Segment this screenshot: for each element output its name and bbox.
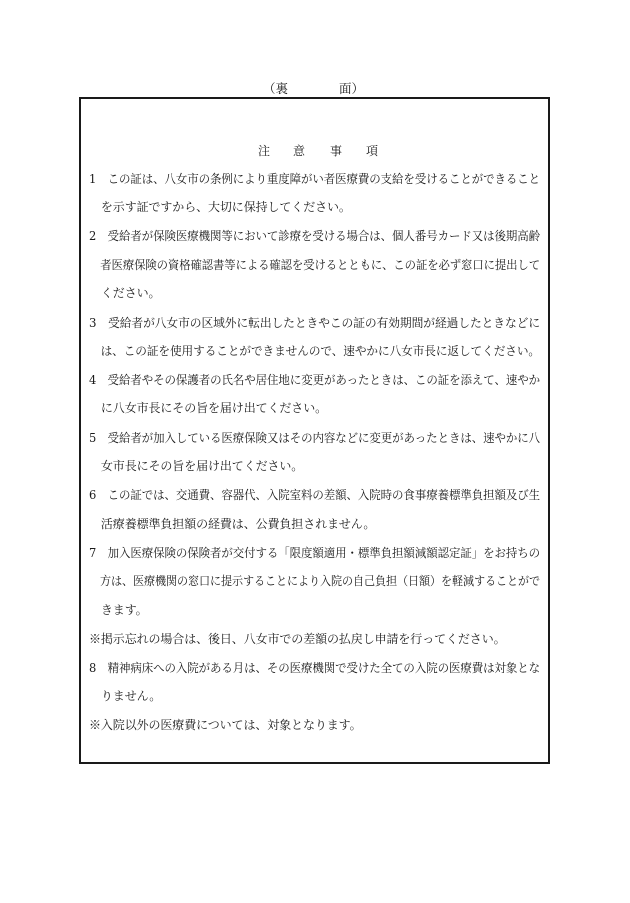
notice-line: 4 受給者やその保護者の氏名や居住地に変更があったときは、この証を添えて、速やか bbox=[89, 373, 541, 387]
header-close: 面） bbox=[339, 81, 365, 96]
title-char: 事 bbox=[330, 144, 343, 158]
notice-line: を示す証ですから、大切に保持してください。 bbox=[89, 200, 351, 214]
notice-line: 3 受給者が八女市の区域外に転出したときやこの証の有効期間が経過したときなどに bbox=[89, 316, 541, 330]
notice-line: 女市長にその旨を届け出てください。 bbox=[89, 459, 304, 473]
notice-line: 5 受給者が加入している医療保険又はその内容などに変更があったときは、速やかに八 bbox=[89, 431, 541, 445]
title-char: 意 bbox=[293, 144, 306, 158]
notice-frame bbox=[79, 97, 550, 764]
title-char: 項 bbox=[366, 144, 379, 158]
notice-line: ※入院以外の医療費については、対象となります。 bbox=[89, 718, 362, 732]
notice-line: きます。 bbox=[89, 603, 148, 617]
notice-line: ※掲示忘れの場合は、後日、八女市での差額の払戻し申請を行ってください。 bbox=[89, 632, 506, 646]
notice-line: 活療養標準負担額の経費は、公費負担されません。 bbox=[89, 517, 376, 531]
notice-line: 8 精神病床への入院がある月は、その医療機関で受けた全ての入院の医療費は対象とな bbox=[89, 661, 540, 675]
title-char: 注 bbox=[258, 144, 271, 158]
notice-line: 6 この証では、交通費、容器代、入院室料の差額、入院時の食事療養標準負担額及び生 bbox=[89, 488, 540, 502]
notice-title bbox=[81, 142, 548, 160]
header-open: （裏 bbox=[263, 81, 289, 96]
page-header bbox=[0, 79, 630, 99]
notice-line: ください。 bbox=[89, 286, 161, 300]
notice-line: りません。 bbox=[89, 689, 162, 703]
notice-line: 7 加入医療保険の保険者が交付する「限度額適用・標準負担額減額認定証」をお持ちの bbox=[89, 546, 540, 560]
notice-line: 1 この証は、八女市の条例により重度障がい者医療費の支給を受けることができること bbox=[89, 172, 540, 186]
notice-line: 2 受給者が保険医療機関等において診療を受ける場合は、個人番号カード又は後期高齢 bbox=[89, 229, 540, 243]
notice-line: 方は、医療機関の窓口に提示することにより入院の自己負担（日額）を軽減することがで bbox=[89, 574, 541, 588]
notice-line: は、この証を使用することができませんので、速やかに八女市長に返してください。 bbox=[89, 344, 540, 358]
notice-line: 者医療保険の資格確認書等による確認を受けるとともに、この証を必ず窓口に提出して bbox=[89, 258, 540, 272]
notice-line: に八女市長にその旨を届け出てください。 bbox=[89, 401, 328, 415]
